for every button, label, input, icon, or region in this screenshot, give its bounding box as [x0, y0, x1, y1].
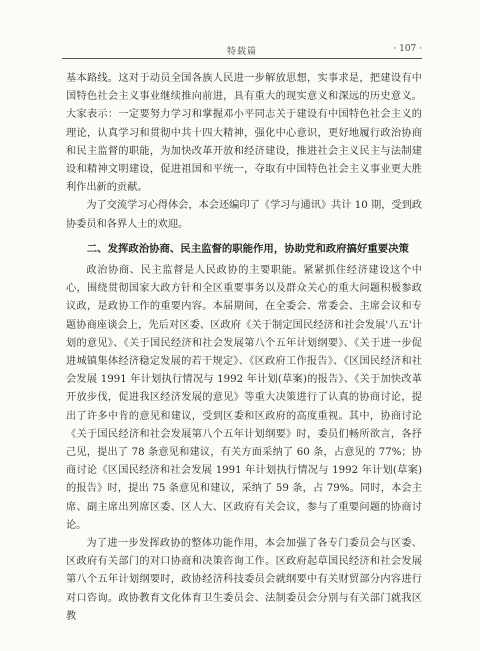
body-text [66, 70, 422, 626]
section-heading: 二、发挥政治协商、民主监督的职能作用，协助党和政府搞好重要决策 [86, 242, 409, 255]
paragraph: 政治协商、民主监督是人民政协的主要职能。紧紧抓住经济建设这个中心，围绕贯彻国家大政方针和全区重要事务以及群众关心的重大问题积极参政议政，是政协工作的重要内容。本届期间，在全委会、常委会、主席会议和专题协商座谈会上，先后对区委、区政府《关于制定国民经济和社会发展'八五'计划的意见》、《关于国民经济和社会发展第八个五年计划纲要》、《关于进一步促进城镇集体经济稳定发展的若干规定》、《区政府工作报告》、《区国民经济和社会发展 1991 年计划执行情况与 1992 年计划(草案)的报告》、《关于加快改革开放步伐，促进我区经济发展的意见》等重大决策进行了认真的协商讨论，提出了许多中肯的意见和建议，受到区委和区政府的高度重视。其中，协商讨论《关于国民经济和社会发展第八个五年计划纲要》时，委员们畅所欲言，各抒己见，提出了 78 条意见和建议，有关方面采纳了 60 条，占意见的 77%；协商讨论《区国民经济和社会发展 1991 年计划执行情况与 1992 年计划(草案)的报告》时，提出 75 条意见和建议，采纳了 59 条，占 79%。同时，本会主席、副主席出列席区委、区人大、区政府有关会议，参与了重要问题的协商讨论。 [66, 265, 422, 531]
header-rule [62, 58, 422, 59]
paragraph-continuation: 基本路线。这对于动员全国各族人民进一步解放思想，实事求是，把建设有中国特色社会主义事业继续推向前进，具有重大的现实意义和深远的历史意义。大家表示：一定要努力学习和掌握邓小平同志关于建设有中国特色社会主义的理论，认真学习和贯彻中共十四大精神，强化中心意识，更好地履行政治协商和民主监督的职能，为加快改革开放和经济建设，推进社会主义民主与法制建设和精神文明建设，促进祖国和平统一，夺取有中国特色社会主义事业更大胜利作出新的贡献。 [66, 73, 422, 194]
section-title: 特载篇 [226, 47, 257, 57]
paragraph: 为了交流学习心得体会，本会还编印了《学习与通讯》共计 10 期，受到政协委员和各界人士的欢迎。 [66, 200, 422, 230]
page-number: · 107 · [393, 44, 422, 54]
paragraph: 为了进一步发挥政协的整体功能作用，本会加强了各专门委员会与区委、区政府有关部门的对口协商和决策咨询工作。区政府起草国民经济和社会发展第八个五年计划纲要时，政协经济科技委员会就纲要中有关财贸部分内容进行对口咨询。政协教育文化体育卫生委员会、法制委员会分别与有关部门就我区教 [66, 538, 422, 622]
